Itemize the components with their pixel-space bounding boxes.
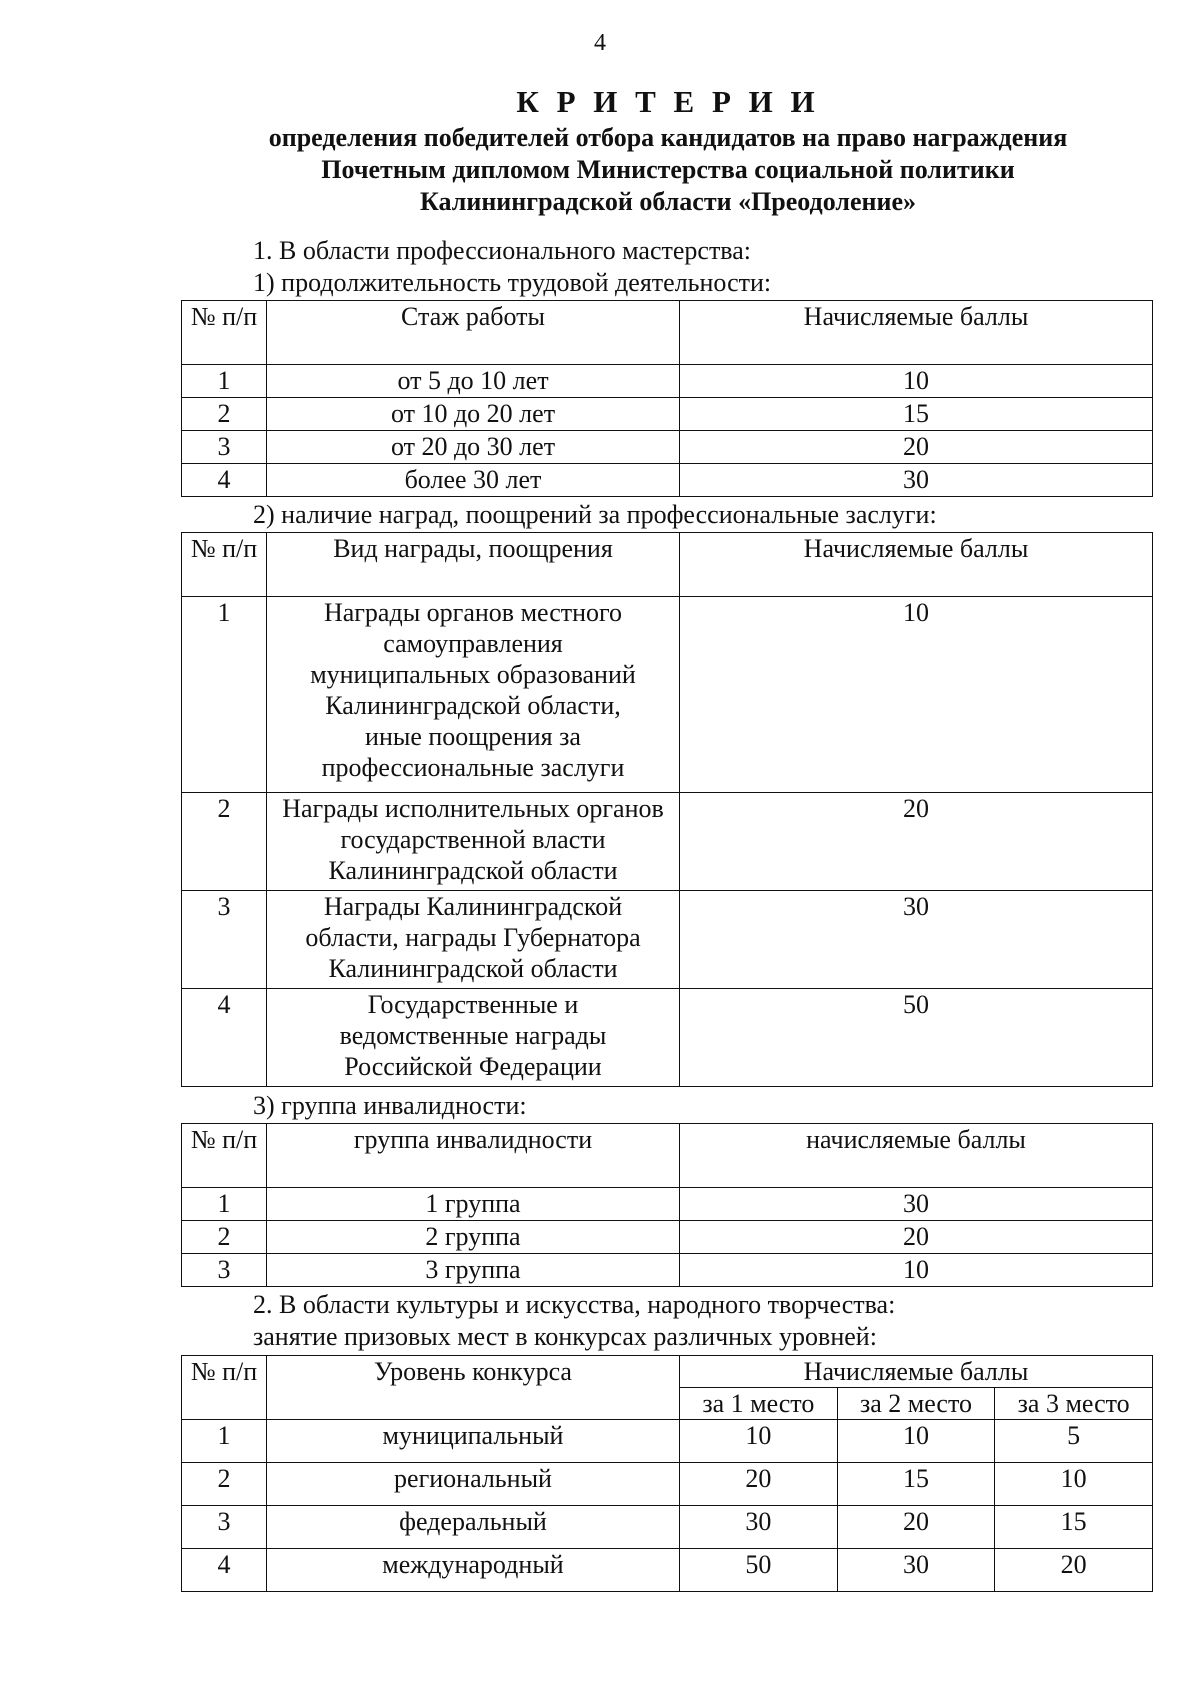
section1-heading: 1. В области профессионального мастерства:	[253, 236, 751, 265]
section2-subheading: занятие призовых мест в конкурсах различных уровней:	[253, 1322, 877, 1351]
table-header-row	[182, 301, 1153, 365]
table-row	[182, 431, 1153, 464]
cell-award-type: Награды органов местного самоуправления муниципальных образований Калининградской области, иные поощрения за профессиональные заслуги	[267, 597, 680, 793]
cell-points: 15	[680, 398, 1153, 431]
subtitle-line: определения победителей отбора кандидатов на право награждения	[268, 123, 1068, 152]
cell-competition-level: региональный	[267, 1463, 680, 1506]
cell-third-place: 15	[995, 1506, 1153, 1549]
table-header-row	[182, 533, 1153, 597]
table-row	[182, 1188, 1153, 1221]
header-experience: Стаж работы	[267, 301, 680, 365]
cell-number: 1	[182, 365, 267, 398]
cell-second-place: 15	[837, 1463, 995, 1506]
cell-first-place: 50	[680, 1549, 838, 1592]
cell-award-type: Государственные и ведомственные награды Российской Федерации	[267, 989, 680, 1087]
cell-number: 2	[182, 1221, 267, 1254]
cell-points: 30	[680, 464, 1153, 497]
table-competitions	[181, 1355, 1153, 1592]
table-header-row	[182, 1124, 1153, 1188]
cell-experience: от 20 до 30 лет	[267, 431, 680, 464]
cell-number: 3	[182, 891, 267, 989]
header-number: № п/п	[182, 1356, 267, 1420]
cell-number: 1	[182, 1188, 267, 1221]
subtitle-line: Калининградской области «Преодоление»	[420, 187, 916, 216]
table-row	[182, 464, 1153, 497]
cell-third-place: 5	[995, 1420, 1153, 1463]
cell-points: 30	[680, 891, 1153, 989]
cell-number: 2	[182, 793, 267, 891]
cell-first-place: 10	[680, 1420, 838, 1463]
header-number: № п/п	[182, 533, 267, 597]
cell-points: 10	[680, 597, 1153, 793]
part3-heading: 3) группа инвалидности:	[253, 1091, 527, 1120]
part1-heading: 1) продолжительность трудовой деятельности:	[253, 268, 772, 297]
cell-award-type: Награды исполнительных органов государственной власти Калининградской области	[267, 793, 680, 891]
header-second-place: за 2 место	[837, 1388, 995, 1420]
cell-number: 3	[182, 1506, 267, 1549]
cell-number: 4	[182, 989, 267, 1087]
table-row	[182, 597, 1153, 793]
cell-number: 2	[182, 398, 267, 431]
header-competition-level: Уровень конкурса	[267, 1356, 680, 1420]
table-row	[182, 1221, 1153, 1254]
cell-experience: от 10 до 20 лет	[267, 398, 680, 431]
table-awards	[181, 532, 1153, 1087]
cell-number: 3	[182, 1254, 267, 1287]
cell-points: 20	[680, 431, 1153, 464]
cell-points: 20	[680, 793, 1153, 891]
cell-second-place: 30	[837, 1549, 995, 1592]
header-points: Начисляемые баллы	[680, 533, 1153, 597]
subtitle-line: Почетным дипломом Министерства социальной политики	[321, 155, 1015, 184]
cell-points: 20	[680, 1221, 1153, 1254]
cell-third-place: 10	[995, 1463, 1153, 1506]
cell-points: 50	[680, 989, 1153, 1087]
table-disability	[181, 1123, 1153, 1287]
cell-number: 1	[182, 1420, 267, 1463]
section2-heading: 2. В области культуры и искусства, народного творчества:	[253, 1290, 896, 1319]
table-row	[182, 1506, 1153, 1549]
cell-number: 4	[182, 1549, 267, 1592]
cell-number: 2	[182, 1463, 267, 1506]
cell-first-place: 30	[680, 1506, 838, 1549]
header-points: Начисляемые баллы	[680, 1356, 1153, 1388]
cell-number: 3	[182, 431, 267, 464]
cell-competition-level: международный	[267, 1549, 680, 1592]
cell-third-place: 20	[995, 1549, 1153, 1592]
cell-points: 30	[680, 1188, 1153, 1221]
cell-number: 1	[182, 597, 267, 793]
header-first-place: за 1 место	[680, 1388, 838, 1420]
cell-number: 4	[182, 464, 267, 497]
cell-experience: более 30 лет	[267, 464, 680, 497]
header-number: № п/п	[182, 1124, 267, 1188]
cell-disability-group: 3 группа	[267, 1254, 680, 1287]
table-row	[182, 1549, 1153, 1592]
table-row	[182, 989, 1153, 1087]
header-number: № п/п	[182, 301, 267, 365]
table-row	[182, 793, 1153, 891]
cell-award-type: Награды Калининградской области, награды Губернатора Калининградской области	[267, 891, 680, 989]
table-work-experience	[181, 300, 1153, 497]
cell-first-place: 20	[680, 1463, 838, 1506]
header-third-place: за 3 место	[995, 1388, 1153, 1420]
document-title: К Р И Т Е Р И И	[516, 84, 820, 119]
cell-points: 10	[680, 365, 1153, 398]
cell-second-place: 10	[837, 1420, 995, 1463]
table-row	[182, 891, 1153, 989]
cell-disability-group: 1 группа	[267, 1188, 680, 1221]
table-header-row	[182, 1356, 1153, 1388]
header-points: начисляемые баллы	[680, 1124, 1153, 1188]
header-disability-group: группа инвалидности	[267, 1124, 680, 1188]
header-award-type: Вид награды, поощрения	[267, 533, 680, 597]
cell-experience: от 5 до 10 лет	[267, 365, 680, 398]
cell-competition-level: федеральный	[267, 1506, 680, 1549]
table-row	[182, 1254, 1153, 1287]
cell-points: 10	[680, 1254, 1153, 1287]
header-points: Начисляемые баллы	[680, 301, 1153, 365]
table-row	[182, 365, 1153, 398]
document-subtitle	[0, 122, 1200, 218]
cell-competition-level: муниципальный	[267, 1420, 680, 1463]
table-row	[182, 1420, 1153, 1463]
table-row	[182, 398, 1153, 431]
cell-disability-group: 2 группа	[267, 1221, 680, 1254]
page-number: 4	[594, 30, 606, 56]
cell-second-place: 20	[837, 1506, 995, 1549]
table-row	[182, 1463, 1153, 1506]
part2-heading: 2) наличие наград, поощрений за профессиональные заслуги:	[253, 500, 937, 529]
